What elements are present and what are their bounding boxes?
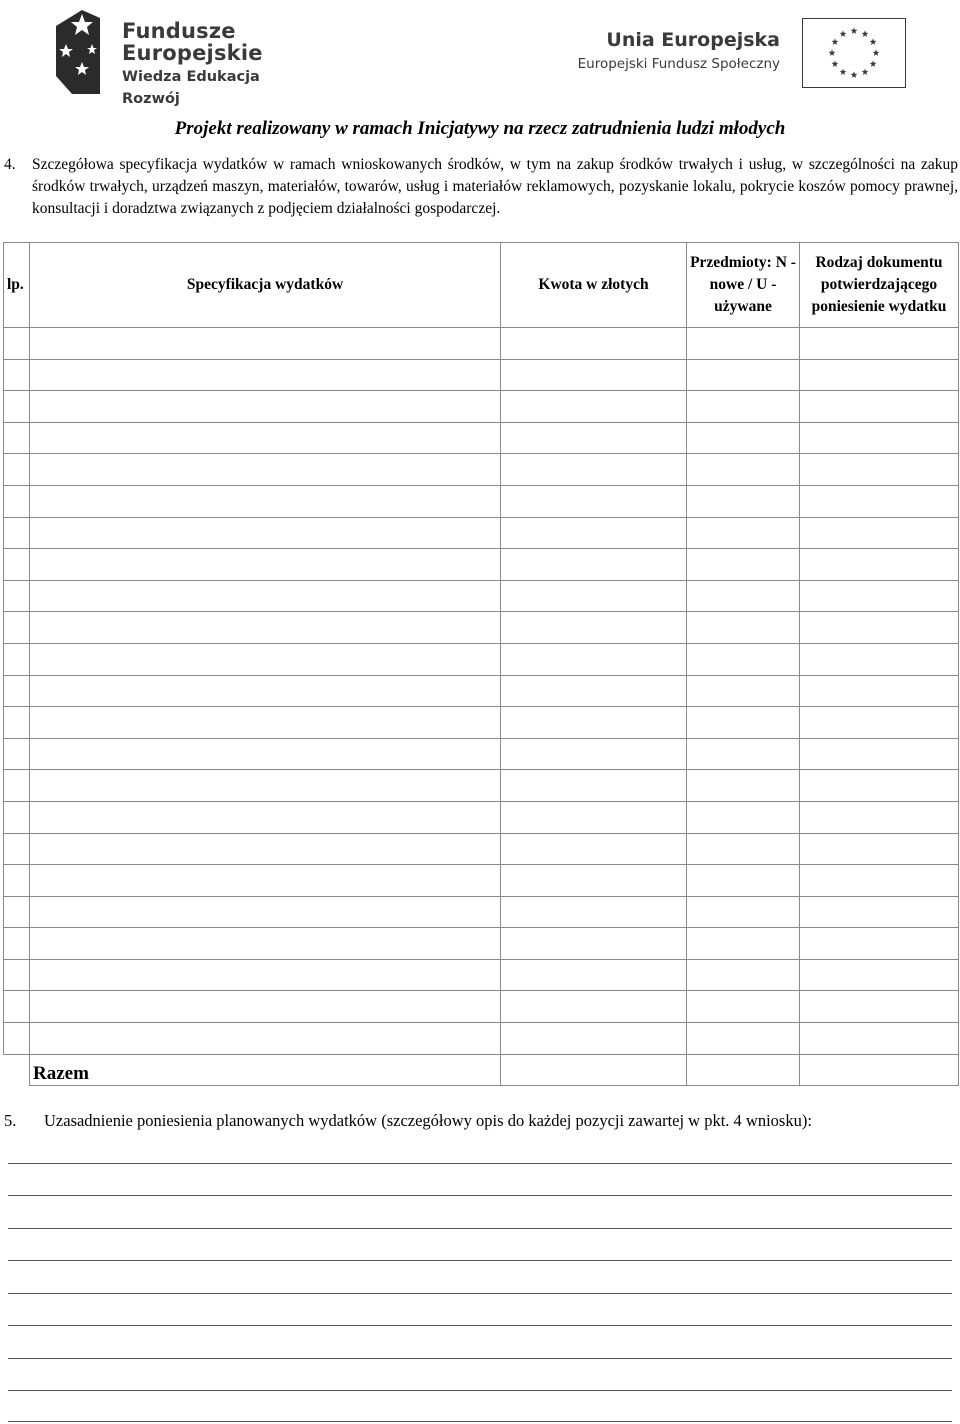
cell-lp[interactable]	[4, 770, 30, 802]
cell-specification[interactable]	[30, 801, 501, 833]
cell-items-condition[interactable]	[687, 801, 800, 833]
cell-document-type[interactable]	[800, 959, 959, 991]
total-label: Razem	[30, 1054, 501, 1085]
table-row	[4, 328, 959, 360]
cell-specification[interactable]	[30, 485, 501, 517]
cell-amount[interactable]	[501, 928, 687, 960]
cell-specification[interactable]	[30, 422, 501, 454]
cell-document-type[interactable]	[800, 549, 959, 581]
cell-document-type[interactable]	[800, 865, 959, 897]
table-row	[4, 485, 959, 517]
table-row	[4, 517, 959, 549]
cell-items-condition[interactable]	[687, 391, 800, 423]
eu-flag-icon	[802, 18, 906, 88]
cell-amount[interactable]	[501, 675, 687, 707]
table-row	[4, 359, 959, 391]
cell-items-condition[interactable]	[687, 580, 800, 612]
cell-lp[interactable]	[4, 675, 30, 707]
cell-specification[interactable]	[30, 359, 501, 391]
fundusze-europejskie-logo	[52, 6, 322, 107]
fe-logo-line3: Wiedza Edukacja Rozwój	[122, 69, 260, 107]
cell-document-type[interactable]	[800, 801, 959, 833]
header-specification: Specyfikacja wydatków	[30, 243, 501, 328]
ue-logo-line2: Europejski Fundusz Społeczny	[577, 56, 780, 72]
cell-items-condition[interactable]	[687, 738, 800, 770]
section-5-text: Uzasadnienie poniesienia planowanych wydatków (szczegółowy opis do każdej pozycji zawartej w pkt. 4 wniosku):	[44, 1111, 812, 1130]
table-row	[4, 738, 959, 770]
cell-document-type[interactable]	[800, 580, 959, 612]
cell-amount[interactable]	[501, 1023, 687, 1055]
section-4-number: 4.	[4, 156, 16, 173]
cell-document-type[interactable]	[800, 391, 959, 423]
table-row	[4, 580, 959, 612]
table-row	[4, 1023, 959, 1055]
cell-lp[interactable]	[4, 1023, 30, 1055]
header-lp: lp.	[4, 243, 30, 328]
table-row	[4, 391, 959, 423]
cell-specification[interactable]	[30, 643, 501, 675]
cell-amount[interactable]	[501, 485, 687, 517]
cell-amount[interactable]	[501, 612, 687, 644]
cell-lp[interactable]	[4, 738, 30, 770]
section-4-text: Szczegółowa specyfikacja wydatków w ramach wnioskowanych środków, w tym na zakup środków trwałych i usług, w szczególności na zakup środków trwałych, urządzeń maszyn, materiałów, towarów, usług i materiałów reklamowych, pozyskanie lokalu, pokrycie koszów pomocy prawnej, konsultacji i doradztwa związanych z podjęciem działalności gospodarczej.	[32, 156, 958, 217]
cell-document-type[interactable]	[800, 1023, 959, 1055]
writing-line[interactable]	[8, 1293, 952, 1294]
cell-document-type[interactable]	[800, 928, 959, 960]
cell-specification[interactable]	[30, 1023, 501, 1055]
total-empty-cell	[4, 1054, 30, 1085]
header-items-condition: Przedmioty: N - nowe / U - używane	[687, 243, 800, 328]
cell-amount[interactable]	[501, 454, 687, 486]
cell-specification[interactable]	[30, 454, 501, 486]
cell-items-condition[interactable]	[687, 896, 800, 928]
total-document-cell[interactable]	[800, 1054, 959, 1085]
writing-line[interactable]	[8, 1358, 952, 1359]
cell-amount[interactable]	[501, 896, 687, 928]
cell-items-condition[interactable]	[687, 549, 800, 581]
cell-items-condition[interactable]	[687, 1023, 800, 1055]
writing-line[interactable]	[8, 1325, 952, 1326]
header-amount: Kwota w złotych	[501, 243, 687, 328]
writing-line[interactable]	[8, 1163, 952, 1164]
section-4	[4, 154, 958, 220]
cell-lp[interactable]	[4, 928, 30, 960]
header-document-type: Rodzaj dokumentu potwierdzającego poniesienie wydatku	[800, 243, 959, 328]
cell-items-condition[interactable]	[687, 643, 800, 675]
cell-items-condition[interactable]	[687, 485, 800, 517]
fe-logo-line2: Europejskie	[122, 41, 263, 65]
table-row	[4, 643, 959, 675]
cell-items-condition[interactable]	[687, 770, 800, 802]
cell-specification[interactable]	[30, 833, 501, 865]
cell-specification[interactable]	[30, 517, 501, 549]
table-row	[4, 865, 959, 897]
cell-items-condition[interactable]	[687, 517, 800, 549]
cell-specification[interactable]	[30, 707, 501, 739]
cell-document-type[interactable]	[800, 454, 959, 486]
cell-document-type[interactable]	[800, 422, 959, 454]
writing-line[interactable]	[8, 1228, 952, 1229]
cell-amount[interactable]	[501, 643, 687, 675]
cell-items-condition[interactable]	[687, 422, 800, 454]
cell-specification[interactable]	[30, 928, 501, 960]
cell-document-type[interactable]	[800, 359, 959, 391]
table-row	[4, 896, 959, 928]
table-row	[4, 801, 959, 833]
cell-specification[interactable]	[30, 896, 501, 928]
table-row	[4, 422, 959, 454]
cell-specification[interactable]	[30, 549, 501, 581]
cell-document-type[interactable]	[800, 833, 959, 865]
expense-spec-table	[3, 242, 959, 1086]
cell-amount[interactable]	[501, 391, 687, 423]
section-5	[4, 1110, 954, 1132]
cell-lp[interactable]	[4, 801, 30, 833]
fe-star-mark-icon	[52, 6, 104, 96]
cell-lp[interactable]	[4, 959, 30, 991]
writing-line[interactable]	[8, 1390, 952, 1391]
project-title: Projekt realizowany w ramach Inicjatywy na rzecz zatrudnienia ludzi młodych	[174, 118, 786, 139]
writing-line[interactable]	[8, 1260, 952, 1261]
table-total-row	[4, 1054, 959, 1085]
cell-lp[interactable]	[4, 707, 30, 739]
cell-document-type[interactable]	[800, 770, 959, 802]
cell-lp[interactable]	[4, 517, 30, 549]
cell-specification[interactable]	[30, 959, 501, 991]
cell-document-type[interactable]	[800, 643, 959, 675]
cell-specification[interactable]	[30, 770, 501, 802]
cell-items-condition[interactable]	[687, 928, 800, 960]
cell-amount[interactable]	[501, 707, 687, 739]
cell-specification[interactable]	[30, 328, 501, 360]
cell-amount[interactable]	[501, 770, 687, 802]
cell-specification[interactable]	[30, 612, 501, 644]
table-row	[4, 675, 959, 707]
cell-items-condition[interactable]	[687, 359, 800, 391]
cell-items-condition[interactable]	[687, 959, 800, 991]
cell-amount[interactable]	[501, 328, 687, 360]
total-amount-cell[interactable]	[501, 1054, 687, 1085]
total-items-cell[interactable]	[687, 1054, 800, 1085]
cell-document-type[interactable]	[800, 738, 959, 770]
cell-document-type[interactable]	[800, 896, 959, 928]
ue-logo-line1: Unia Europejska	[606, 29, 780, 51]
cell-amount[interactable]	[501, 833, 687, 865]
cell-lp[interactable]	[4, 896, 30, 928]
cell-lp[interactable]	[4, 454, 30, 486]
cell-items-condition[interactable]	[687, 612, 800, 644]
cell-lp[interactable]	[4, 391, 30, 423]
table-row	[4, 454, 959, 486]
cell-lp[interactable]	[4, 643, 30, 675]
cell-amount[interactable]	[501, 580, 687, 612]
cell-document-type[interactable]	[800, 612, 959, 644]
cell-lp[interactable]	[4, 580, 30, 612]
cell-specification[interactable]	[30, 865, 501, 897]
cell-amount[interactable]	[501, 549, 687, 581]
cell-document-type[interactable]	[800, 485, 959, 517]
cell-specification[interactable]	[30, 580, 501, 612]
cell-document-type[interactable]	[800, 328, 959, 360]
cell-lp[interactable]	[4, 359, 30, 391]
cell-lp[interactable]	[4, 328, 30, 360]
cell-items-condition[interactable]	[687, 675, 800, 707]
cell-amount[interactable]	[501, 801, 687, 833]
cell-lp[interactable]	[4, 549, 30, 581]
cell-items-condition[interactable]	[687, 991, 800, 1023]
cell-lp[interactable]	[4, 833, 30, 865]
cell-items-condition[interactable]	[687, 833, 800, 865]
table-header-row	[4, 243, 959, 328]
cell-amount[interactable]	[501, 865, 687, 897]
table-row	[4, 991, 959, 1023]
cell-items-condition[interactable]	[687, 328, 800, 360]
writing-line[interactable]	[8, 1421, 952, 1422]
cell-document-type[interactable]	[800, 991, 959, 1023]
table-row	[4, 959, 959, 991]
cell-amount[interactable]	[501, 359, 687, 391]
cell-lp[interactable]	[4, 865, 30, 897]
cell-items-condition[interactable]	[687, 454, 800, 486]
cell-amount[interactable]	[501, 517, 687, 549]
table-row	[4, 833, 959, 865]
table-row	[4, 707, 959, 739]
cell-items-condition[interactable]	[687, 707, 800, 739]
cell-specification[interactable]	[30, 738, 501, 770]
table-body	[4, 328, 959, 1086]
writing-line[interactable]	[8, 1195, 952, 1196]
cell-specification[interactable]	[30, 391, 501, 423]
cell-amount[interactable]	[501, 738, 687, 770]
cell-amount[interactable]	[501, 991, 687, 1023]
table-row	[4, 770, 959, 802]
cell-lp[interactable]	[4, 485, 30, 517]
cell-document-type[interactable]	[800, 675, 959, 707]
cell-specification[interactable]	[30, 991, 501, 1023]
cell-document-type[interactable]	[800, 707, 959, 739]
cell-lp[interactable]	[4, 991, 30, 1023]
unia-europejska-logo	[556, 18, 908, 92]
cell-amount[interactable]	[501, 422, 687, 454]
cell-lp[interactable]	[4, 422, 30, 454]
cell-lp[interactable]	[4, 612, 30, 644]
cell-amount[interactable]	[501, 959, 687, 991]
table-row	[4, 549, 959, 581]
table-row	[4, 612, 959, 644]
section-5-number: 5.	[4, 1111, 17, 1130]
cell-items-condition[interactable]	[687, 865, 800, 897]
cell-specification[interactable]	[30, 675, 501, 707]
fe-logo-line1: Fundusze	[122, 19, 236, 43]
table-row	[4, 928, 959, 960]
cell-document-type[interactable]	[800, 517, 959, 549]
